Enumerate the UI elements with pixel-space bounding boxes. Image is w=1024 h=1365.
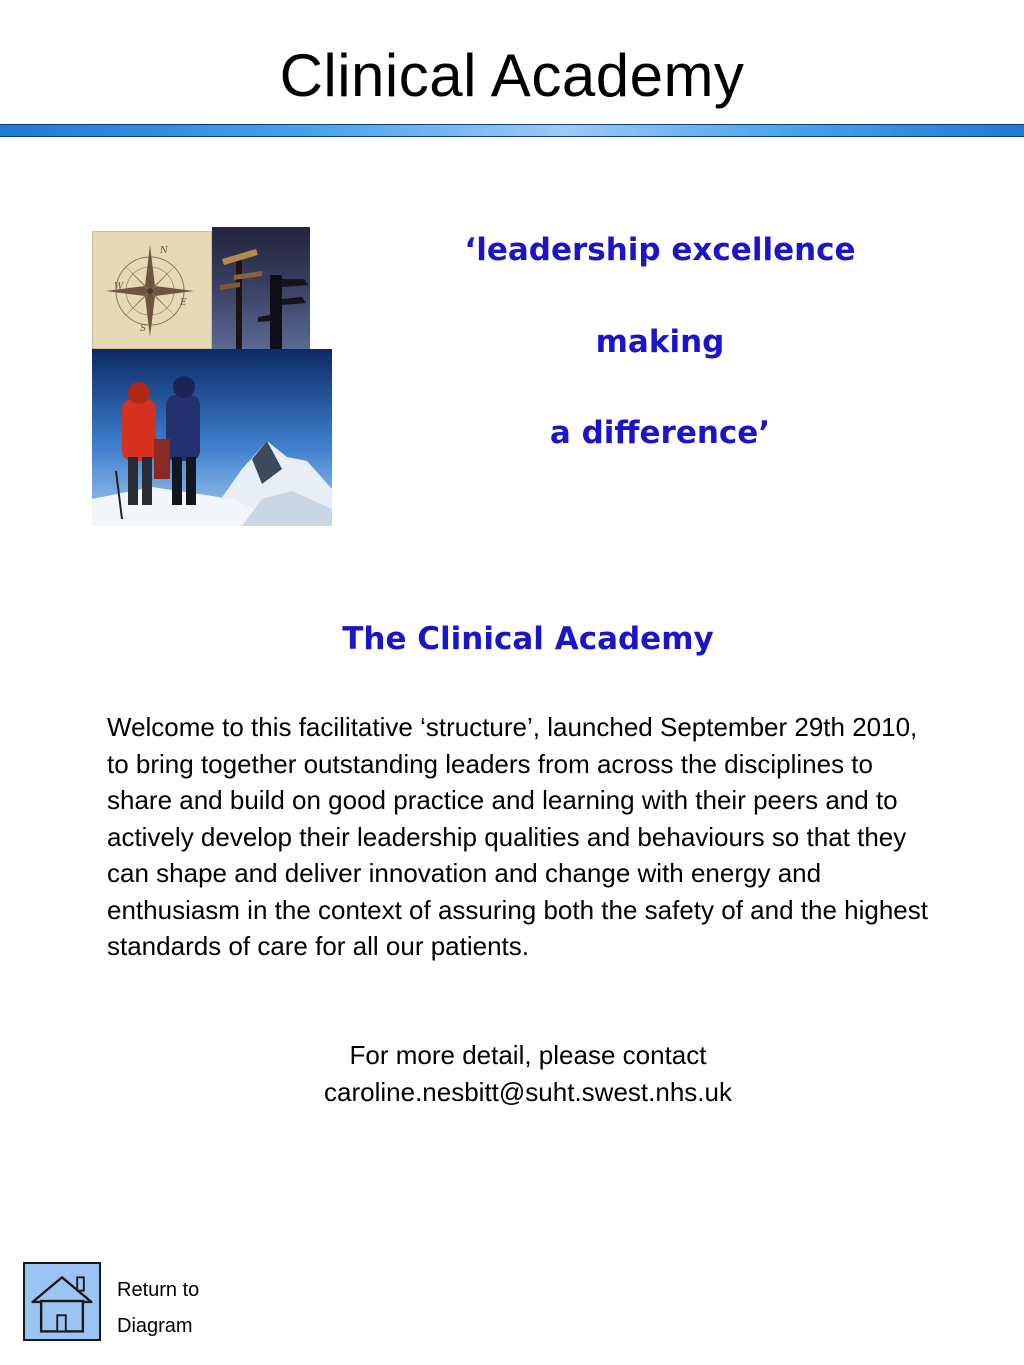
tagline-line-1: ‘leadership excellence (464, 232, 856, 268)
signpost-image (212, 227, 310, 349)
slide-title: Clinical Academy (279, 42, 745, 109)
return-home-button[interactable] (23, 1262, 101, 1341)
return-to-diagram-link[interactable] (117, 1272, 199, 1344)
title-divider-bar (0, 124, 1024, 137)
tagline-line-3: a difference’ (549, 415, 771, 451)
compass-image (92, 231, 212, 349)
body-paragraph: Welcome to this facilitative ‘structure’, launched September 29th 2010, to bring together outstanding leaders from across the disciplines to share and build on good practice and learning with their peers and to actively develop their leadership qualities and behaviours so that they can shape and deliver innovation and change with energy and enthusiasm in the context of assuring both the safety of and the highest standards of care for all our patients. (107, 712, 928, 961)
return-label-line-1: Return to (117, 1279, 200, 1301)
tagline-line-2: making (595, 324, 725, 360)
contact-prompt: For more detail, please contact (349, 1040, 707, 1070)
section-heading: The Clinical Academy (342, 621, 714, 657)
mountain-climbers-image (92, 349, 332, 526)
svg-text:N: N (160, 246, 168, 256)
svg-text:E: E (180, 298, 187, 308)
svg-text:S: S (140, 324, 147, 334)
contact-email[interactable]: caroline.nesbitt@suht.swest.nhs.uk (324, 1077, 732, 1107)
contact-block (228, 1037, 828, 1111)
return-label-line-2: Diagram (117, 1315, 193, 1337)
svg-text:W: W (114, 282, 124, 292)
home-icon (25, 1264, 99, 1339)
